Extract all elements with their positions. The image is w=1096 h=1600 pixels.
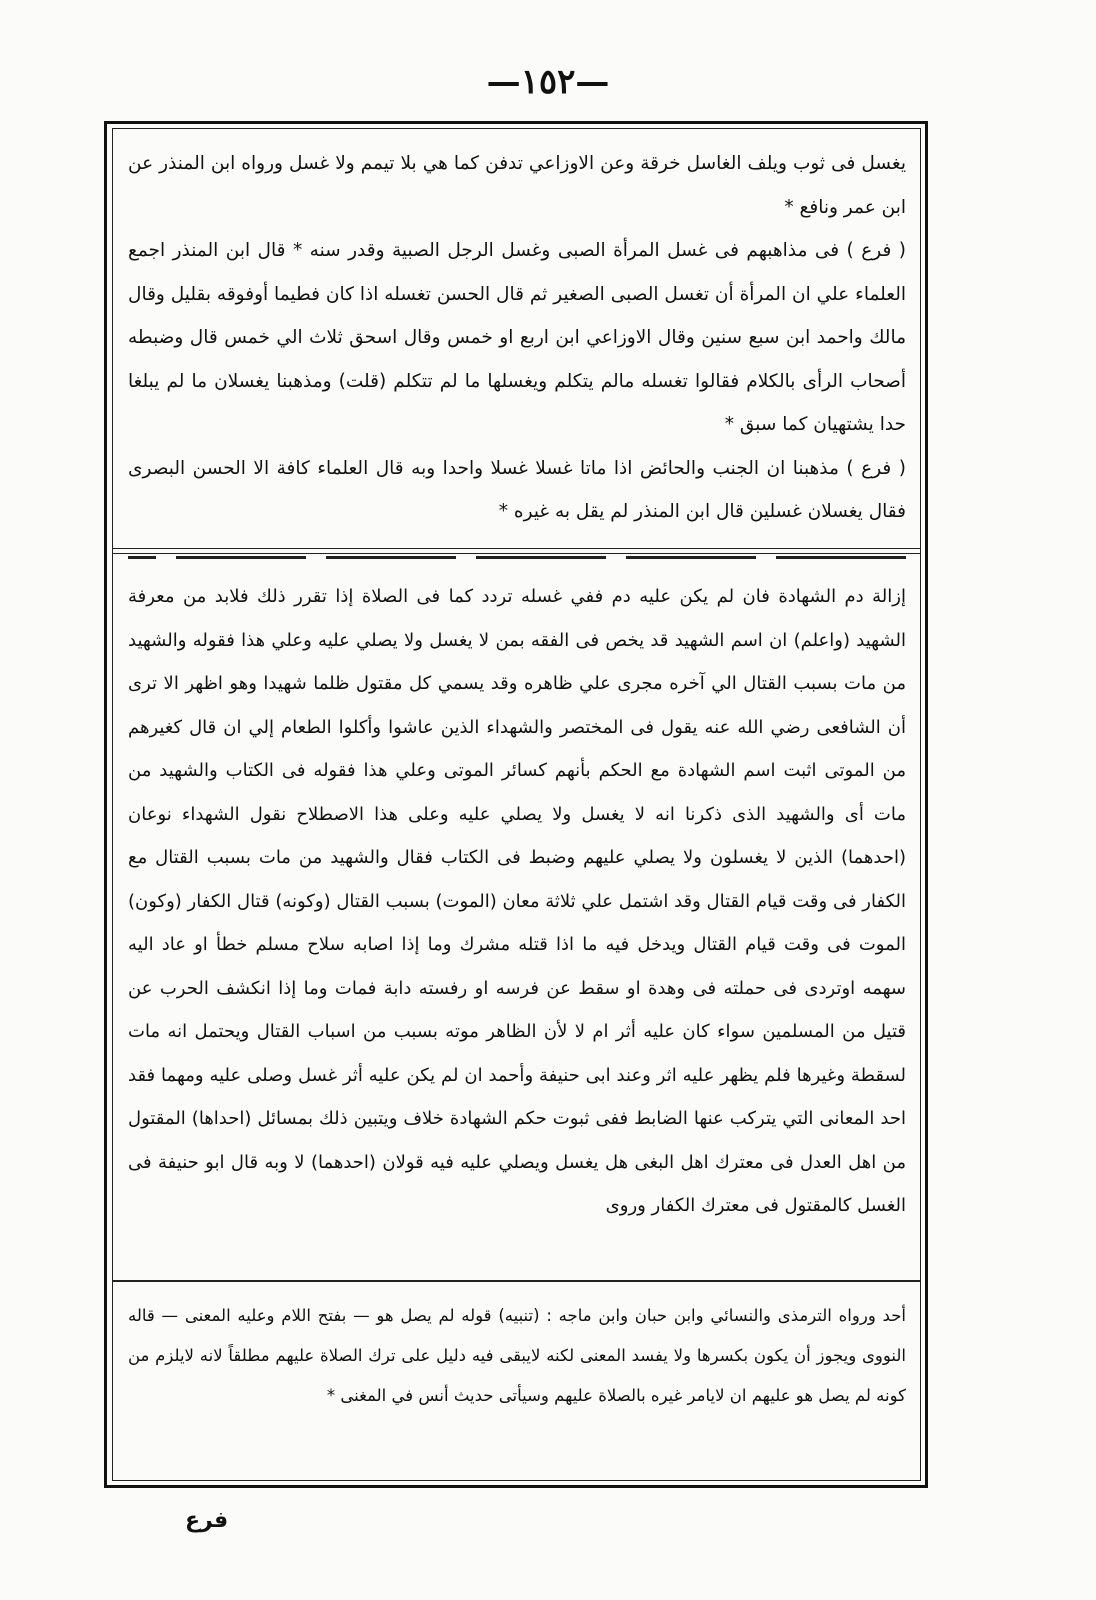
section-divider-double: [112, 548, 921, 554]
paragraph-branch-junub: ( فرع ) مذهبنا ان الجنب والحائض اذا ماتا غسلا غسلا واحدا وبه قال العلماء كافة الا الحسن البصرى فقال يغسلان غسلين قال ابن المنذر لم يقل به غيره *: [128, 457, 906, 522]
catchword: فرع: [185, 1508, 229, 1533]
top-text-section: [128, 142, 906, 534]
footnote-section: [128, 1296, 906, 1416]
main-text: إزالة دم الشهادة فان لم يكن عليه دم ففي غسله تردد كما فى الصلاة إذا تقرر ذلك فلابد من معرفة الشهيد (واعلم) ان اسم الشهيد قد يخص فى الفقه بمن لا يغسل ولا يصلي عليه وعلي هذا فقوله والشهيد من مات بسبب القتال الي آخره مجرى علي ظاهره وقد يسمي كل مقتول ظلما شهيدا وهو اظهر الا ترى أن الشافعى رضي الله عنه يقول فى المختصر والشهداء الذين عاشوا وأكلوا الطعام إلي ان قال كغيرهم من الموتى اثبت اسم الشهادة مع الحكم بأنهم كسائر الموتى وعلي هذا فقوله فى الكتاب والشهيد من مات أى والشهيد الذى ذكرنا انه لا يغسل ولا يصلي عليه وعلى هذا الاصطلاح نقول الشهداء نوعان (احدهما) الذين لا يغسلون ولا يصلي عليهم وضبط فى الكتاب فقال والشهيد من مات بسبب القتال مع الكفار فى وقت قيام القتال وقد اشتمل علي ثلاثة معان (الموت) بسبب القتال (وكونه) قتال الكفار (وكون) الموت فى وقت قيام القتال ويدخل فيه ما اذا قتله مشرك وما إذا اصابه سلاح مسلم خطأ او عاد اليه سهمه اوتردى فى حملته فى وهدة او سقط عن فرسه او رفسته دابة فمات وما إذا انكشف الحرب عن قتيل من المسلمين سواء كان عليه أثر ام لا لأن الظاهر موته بسبب من اسباب القتال ويحتمل انه مات لسقطة وغيرها فلم يظهر عليه اثر وعند ابى حنيفة وأحمد ان لم يكن عليه أثر غسل وصلى عليه ومهما فقد احد المعانى التي يتركب عنها الضابط ففى ثبوت حكم الشهادة خلاف ويتبين ذلك بمسائل (احداها) المقتول من اهل العدل فى معترك اهل البغى هل يغسل ويصلي عليه فيه قولان (احدهما) لا وبه قال ابو حنيفة فى الغسل كالمقتول فى معترك الكفار وروى: [128, 586, 906, 1216]
main-text-section: [128, 575, 906, 1228]
paragraph-branch-age: ( فرع ) فى مذاهبهم فى غسل المرأة الصبى وغسل الرجل الصبية وقدر سنه * قال ابن المنذر اجمع العلماء علي ان المرأة أن تغسل الصبى الصغير ثم قال الحسن تغسله اذا كان فطيما أوفوقه بقليل وقال مالك واحمد ابن سبع سنين وقال الاوزاعي ابن اربع او خمس وقال اسحق ثلاث الي خمس قال وضبطه أصحاب الرأى بالكلام فقالوا تغسله مالم يتكلم ويغسلها ما لم تتكلم (قلت) ومذهبنا يغسلان ما لم يبلغا حدا يشتهيان كما سبق *: [128, 240, 906, 435]
paragraph: يغسل فى ثوب ويلف الغاسل خرقة وعن الاوزاعي تدفن كما هي بلا تيمم ولا غسل ورواه ابن المنذر عن ابن عمر ونافع *: [128, 153, 906, 218]
footnote-divider: [112, 1280, 921, 1282]
section-divider-dashes: [128, 556, 906, 559]
footnote-text: أحد ورواه الترمذى والنسائي وابن حبان وابن ماجه : (تنبيه) قوله لم يصل هو — بفتح اللام وعليه المعنى — قاله النووى ويجوز أن يكون بكسرها ولا يفسد المعنى لكنه لايبقى فيه دليل على ترك الصلاة عليهم مطلقاً لانه لايلزم من كونه لم يصل هو عليهم ان لايامر غيره بالصلاة عليهم وسيأتى حديث أنس في المغنى *: [128, 1306, 906, 1405]
page-number: —١٥٢—: [486, 62, 610, 102]
